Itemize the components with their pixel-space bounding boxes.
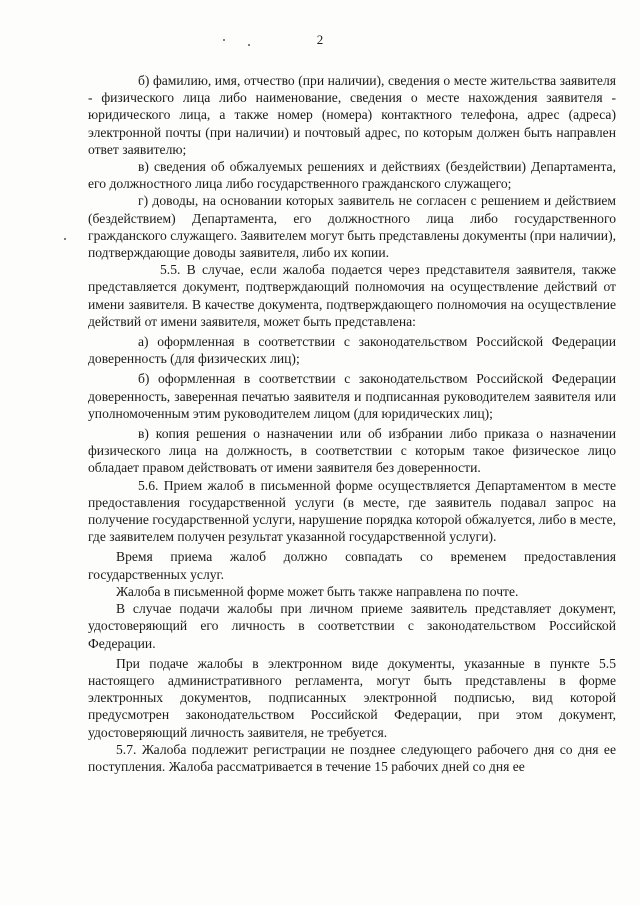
paragraph-5-7: 5.7. Жалоба подлежит регистрации не позднее следующего рабочего дня со дня ее поступления. Жалоба рассматривается в течение 15 рабочих дней со дня ее	[88, 741, 616, 774]
paragraph-v: в) сведения об обжалуемых решениях и действиях (бездействии) Департамента, его должностного лица либо государственного гражданского служащего;	[88, 159, 616, 192]
paragraph-g: г) доводы, на основании которых заявитель не согласен с решением и действием (бездействием) Департамента, его должностного лица либо государственного гражданского служащего. Заявителем могут быть представлены документы (при наличии), подтверждающие доводы заявителя, либо их копии.	[88, 193, 616, 261]
paragraph-b: б) фамилию, имя, отчество (при наличии), сведения о месте жительства заявителя - физического лица либо наименование, сведения о месте нахождения заявителя - юридического лица, а также номер (номера) контактного телефона, адрес (адреса) электронной почты (при наличии) и почтовый адрес, по которым должен быть направлен ответ заявителю;	[88, 73, 616, 157]
scan-speck	[223, 39, 225, 41]
paragraph-reception-time: Время приема жалоб должно совпадать со временем предоставления государственных услуг.	[88, 549, 616, 582]
paragraph-by-mail: Жалоба в письменной форме может быть также направлена по почте.	[116, 583, 519, 599]
scan-speck	[64, 238, 66, 240]
paragraph-personal-reception: В случае подачи жалобы при личном приеме заявитель представляет документ, удостоверяющий его личность в соответствии с законодательством Российской Федерации.	[88, 601, 616, 651]
scan-speck	[248, 44, 250, 46]
paragraph-electronic-form: При подаче жалобы в электронном виде документы, указанные в пункте 5.5 настоящего административного регламента, могут быть представлены в форме электронных документов, подписанных электронной подписью, вид которой предусмотрен законодательством Российской Федерации, при этом документ, удостоверяющий личность заявителя, не требуется.	[88, 655, 616, 740]
paragraph-5-5: 5.5. В случае, если жалоба подается через представителя заявителя, также представляется документ, подтверждающий полномочия на осуществление действий от имени заявителя. В качестве документа, подтверждающего полномочия на осуществление действий от имени заявителя, может быть представлена:	[88, 262, 616, 329]
document-body	[88, 72, 616, 775]
paragraph-5-5-a: а) оформленная в соответствии с законодательством Российской Федерации доверенность (для физических лиц);	[88, 334, 616, 367]
page-number: 2	[316, 32, 324, 47]
paragraph-5-5-b: б) оформленная в соответствии с законодательством Российской Федерации доверенность, заверенная печатью заявителя и подписанная руководителем заявителя или уполномоченным этим руководителем лицом (для юридических лиц);	[88, 371, 616, 421]
paragraph-5-5-v: в) копия решения о назначении или об избрании либо приказа о назначении физического лица на должность, в соответствии с которым такое физическое лицо обладает правом действовать от имени заявителя без доверенности.	[88, 426, 616, 476]
paragraph-5-6: 5.6. Прием жалоб в письменной форме осуществляется Департаментом в месте предоставления государственной услуги (в месте, где заявитель подавал запрос на получение государственной услуги, нарушение порядка которой обжалуется, либо в месте, где заявителем получен результат указанной государственной услуги).	[88, 477, 617, 545]
